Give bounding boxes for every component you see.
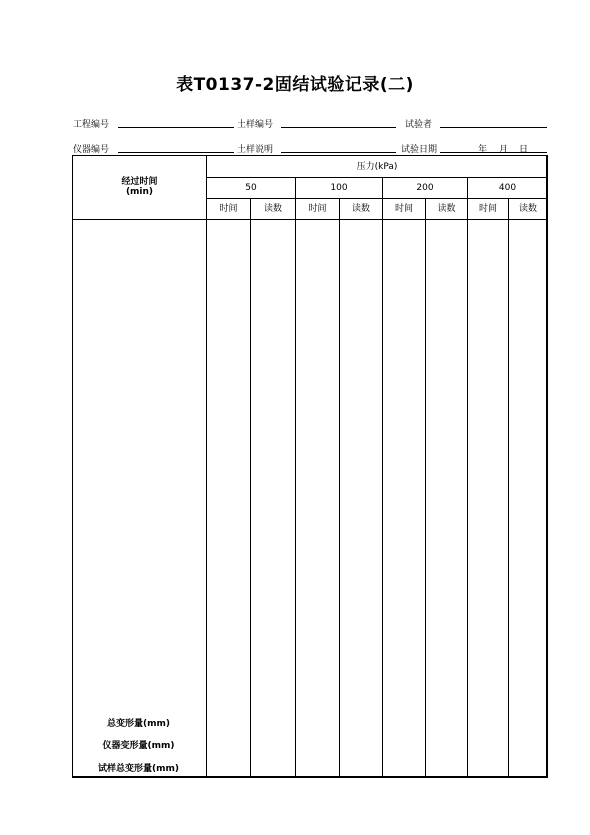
pressure-100: 100	[330, 183, 348, 193]
soil-sample-no-field[interactable]	[281, 127, 396, 128]
subheader-time-100: 时间	[308, 204, 327, 214]
tester-field[interactable]	[440, 127, 547, 128]
pressure-200: 200	[416, 183, 434, 193]
year-label: 年	[478, 145, 488, 155]
soil-sample-desc-field[interactable]	[281, 152, 396, 153]
project-no-field[interactable]	[118, 127, 234, 128]
subheader-reading-100: 读数	[351, 204, 370, 214]
pressure-50: 50	[245, 183, 257, 193]
page-title: 表T0137-2固结试验记录(二)	[176, 75, 414, 95]
test-date-label: 试验日期	[401, 145, 438, 155]
subheader-time-50: 时间	[219, 204, 238, 214]
pressure-400: 400	[498, 183, 517, 193]
instrument-deformation-label: 仪器变形量(mm)	[102, 741, 175, 751]
pressure-header: 压力(kPa)	[356, 162, 398, 172]
subheader-time-400: 时间	[478, 204, 497, 214]
month-label: 月	[499, 145, 509, 155]
test-date-field[interactable]	[440, 152, 547, 153]
tester-label: 试验者	[405, 120, 433, 130]
elapsed-time-unit: (min)	[125, 187, 154, 197]
subheader-reading-200: 读数	[437, 204, 456, 214]
soil-sample-no-label: 土样编号	[237, 120, 274, 130]
specimen-total-deformation-label: 试样总变形量(mm)	[98, 764, 179, 774]
elapsed-time-label: 经过时间	[121, 177, 158, 187]
instrument-no-field[interactable]	[118, 152, 234, 153]
subheader-reading-400: 读数	[518, 204, 537, 214]
subheader-time-200: 时间	[394, 204, 413, 214]
day-label: 日	[519, 145, 529, 155]
project-no-label: 工程编号	[73, 120, 110, 130]
subheader-reading-50: 读数	[263, 204, 282, 214]
total-deformation-label: 总变形量(mm)	[107, 719, 170, 729]
soil-sample-desc-label: 土样说明	[237, 145, 274, 155]
instrument-no-label: 仪器编号	[73, 145, 110, 155]
